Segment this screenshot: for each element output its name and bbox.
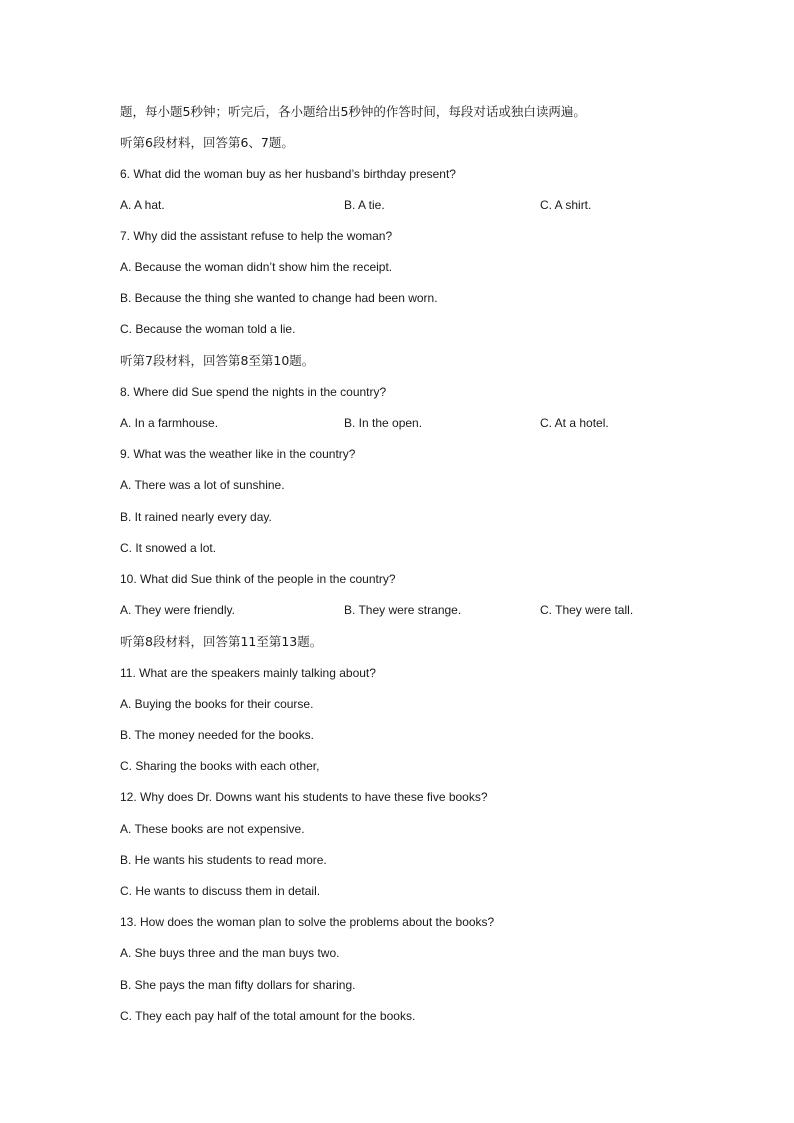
option-a: A. Because the woman didn’t show him the receipt. — [120, 260, 393, 274]
question-stem: 7. Why did the assistant refuse to help the woman? — [120, 229, 393, 243]
option-a: A. In a farmhouse. — [120, 416, 219, 430]
option-a: A. There was a lot of sunshine. — [120, 478, 285, 492]
option-b: B. The money needed for the books. — [120, 728, 314, 742]
question-stem: 13. How does the woman plan to solve the problems about the books? — [120, 915, 495, 929]
option-c: C. They were tall. — [540, 603, 634, 617]
option-a: A. They were friendly. — [120, 603, 235, 617]
option-a: A. Buying the books for their course. — [120, 697, 314, 711]
question-stem: 8. Where did Sue spend the nights in the country? — [120, 385, 387, 399]
section-header: 听第7段材料，回答第8至第10题。 — [120, 353, 315, 368]
question-stem: 6. What did the woman buy as her husband’s birthday present? — [120, 167, 456, 181]
option-c: C. Because the woman told a lie. — [120, 322, 296, 336]
option-c: C. Sharing the books with each other, — [120, 759, 320, 773]
instructions-text: 题，每小题5秒钟；听完后，各小题给出5秒钟的作答时间，每段对话或独白读两遍。 — [120, 104, 586, 119]
option-a: A. These books are not expensive. — [120, 822, 305, 836]
option-b: B. She pays the man fifty dollars for sharing. — [120, 978, 356, 992]
question-stem: 10. What did Sue think of the people in the country? — [120, 572, 396, 586]
option-c: C. They each pay half of the total amount for the books. — [120, 1009, 416, 1023]
option-a: A. A hat. — [120, 198, 165, 212]
option-b: B. In the open. — [344, 416, 423, 430]
section-header: 听第6段材料，回答第6、7题。 — [120, 135, 294, 150]
option-c: C. It snowed a lot. — [120, 541, 217, 555]
option-b: B. Because the thing she wanted to change had been worn. — [120, 291, 438, 305]
option-c: C. He wants to discuss them in detail. — [120, 884, 321, 898]
question-stem: 12. Why does Dr. Downs want his students to have these five books? — [120, 790, 488, 804]
question-stem: 11. What are the speakers mainly talking about? — [120, 666, 376, 680]
option-b: B. A tie. — [344, 198, 385, 212]
question-stem: 9. What was the weather like in the country? — [120, 447, 356, 461]
option-c: C. At a hotel. — [540, 416, 609, 430]
option-b: B. He wants his students to read more. — [120, 853, 327, 867]
option-c: C. A shirt. — [540, 198, 592, 212]
option-b: B. It rained nearly every day. — [120, 510, 272, 524]
option-a: A. She buys three and the man buys two. — [120, 946, 340, 960]
option-b: B. They were strange. — [344, 603, 462, 617]
section-header: 听第8段材料，回答第11至第13题。 — [120, 634, 323, 649]
